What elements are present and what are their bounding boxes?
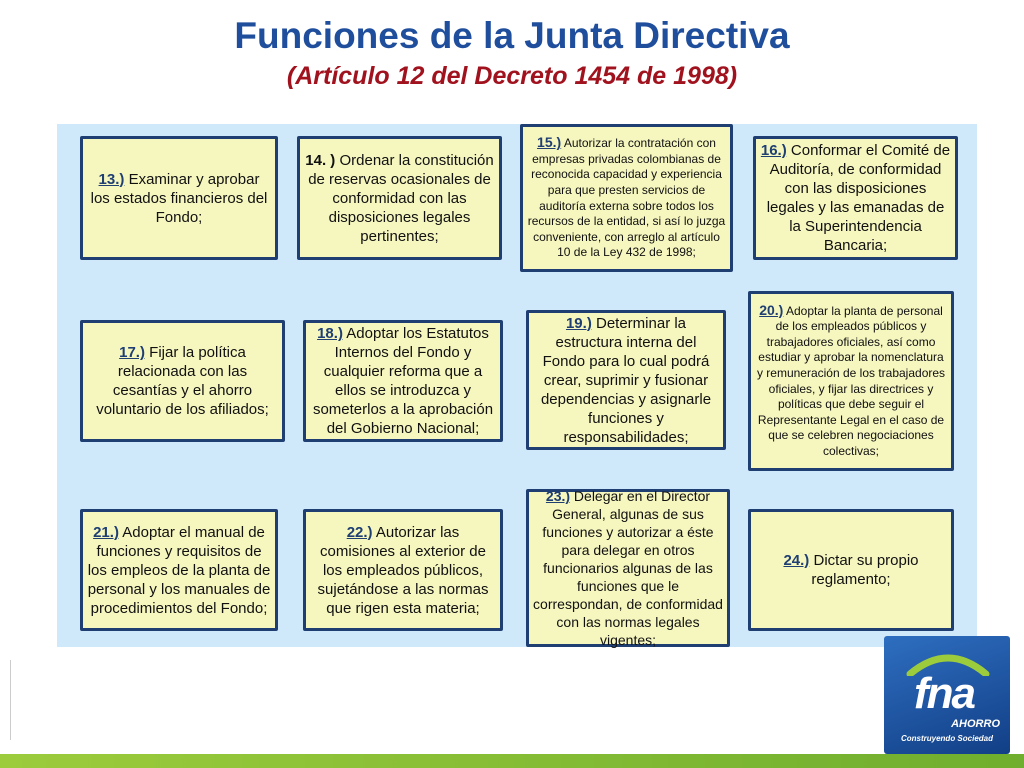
function-number: 19.) bbox=[565, 314, 592, 332]
function-number: 16.) bbox=[760, 142, 787, 159]
page-title: Funciones de la Junta Directiva bbox=[234, 15, 790, 56]
function-text: Examinar y aprobar los estados financieros del Fondo; bbox=[90, 170, 268, 226]
function-text: Dictar su propio reglamento; bbox=[811, 552, 919, 588]
function-text: Adoptar los Estatutos Internos del Fondo y cualquier reforma que a ellos se introduzca y someterlos a la aprobación del Gobierno Nacional; bbox=[312, 325, 494, 437]
function-text: Autorizar las comisiones al exterior de los empleados públicos, sujetándose a las normas que rigen esta materia; bbox=[317, 523, 489, 617]
function-card-13 bbox=[80, 136, 278, 260]
function-card-20 bbox=[748, 291, 954, 471]
logo-slogan: Construyendo Sociedad bbox=[900, 734, 993, 743]
function-number: 24.) bbox=[783, 552, 810, 569]
function-text: Autorizar la contratación con empresas privadas colombianas de reconocida capacidad y experiencia para que presten servicios de auditoría externa sobre todos los recursos de la entidad, si así lo juzga conveniente, con arreglo al artículo 10 de la Ley 432 de 1998; bbox=[527, 136, 726, 260]
function-number: 20.) bbox=[759, 301, 784, 318]
page-subtitle: (Artículo 12 del Decreto 1454 de 1998) bbox=[286, 62, 738, 90]
function-text: Delegar en el Director General, algunas de sus funciones y autorizar a éste para delegar en otros funcionarios algunas de las funciones que le correspondan, de conformidad con las normas legales vigentes; bbox=[533, 488, 723, 648]
function-card-15 bbox=[520, 124, 733, 272]
function-text: Adoptar la planta de personal de los empleados públicos y trabajadores oficiales, así como estudiar y aprobar la nomenclatura y remuneración de los trabajadores oficiales, y fijar las directrices y políticas que debe seguir el Representante Legal en el caso de que se celebren negociaciones colectivas; bbox=[756, 303, 946, 458]
fna-logo bbox=[884, 636, 1010, 754]
function-card-16 bbox=[753, 136, 958, 260]
function-card-19 bbox=[526, 310, 726, 450]
function-number: 18.) bbox=[317, 325, 343, 342]
function-card-17 bbox=[80, 320, 285, 442]
function-number: 21.) bbox=[93, 523, 119, 541]
function-card-22 bbox=[303, 509, 503, 631]
function-card-24 bbox=[748, 509, 954, 631]
function-text: Conformar el Comité de Auditoría, de conformidad con las disposiciones legales y las emanadas de la Superintendencia Bancaria; bbox=[766, 142, 951, 254]
function-text: Ordenar la constitución de reservas ocasionales de conformidad con las disposiciones legales pertinentes; bbox=[308, 151, 494, 245]
function-text: Adoptar el manual de funciones y requisitos de los empleos de la planta de personal y los manuales de procedimientos del Fondo; bbox=[87, 523, 271, 617]
function-number: 23.) bbox=[545, 488, 571, 504]
function-number: 14. ) bbox=[305, 151, 336, 169]
logo-wordmark: fna bbox=[914, 669, 974, 718]
footer-bar bbox=[0, 754, 1024, 768]
function-number: 22.) bbox=[346, 523, 373, 541]
side-stamp bbox=[10, 660, 29, 740]
function-text: Fijar la política relacionada con las cesantías y el ahorro voluntario de los afiliados; bbox=[96, 344, 269, 418]
function-card-23 bbox=[526, 489, 730, 647]
function-card-14 bbox=[297, 136, 502, 260]
function-card-21 bbox=[80, 509, 278, 631]
function-number: 17.) bbox=[119, 344, 145, 361]
logo-tag: AHORRO bbox=[951, 718, 1000, 730]
function-text: Determinar la estructura interna del Fondo para lo cual podrá crear, suprimir y fusionar dependencias y asignarle funciones y responsabilidades; bbox=[540, 314, 712, 446]
function-card-18 bbox=[303, 320, 503, 442]
function-number: 13.) bbox=[98, 170, 125, 188]
function-number: 15.) bbox=[537, 134, 562, 151]
